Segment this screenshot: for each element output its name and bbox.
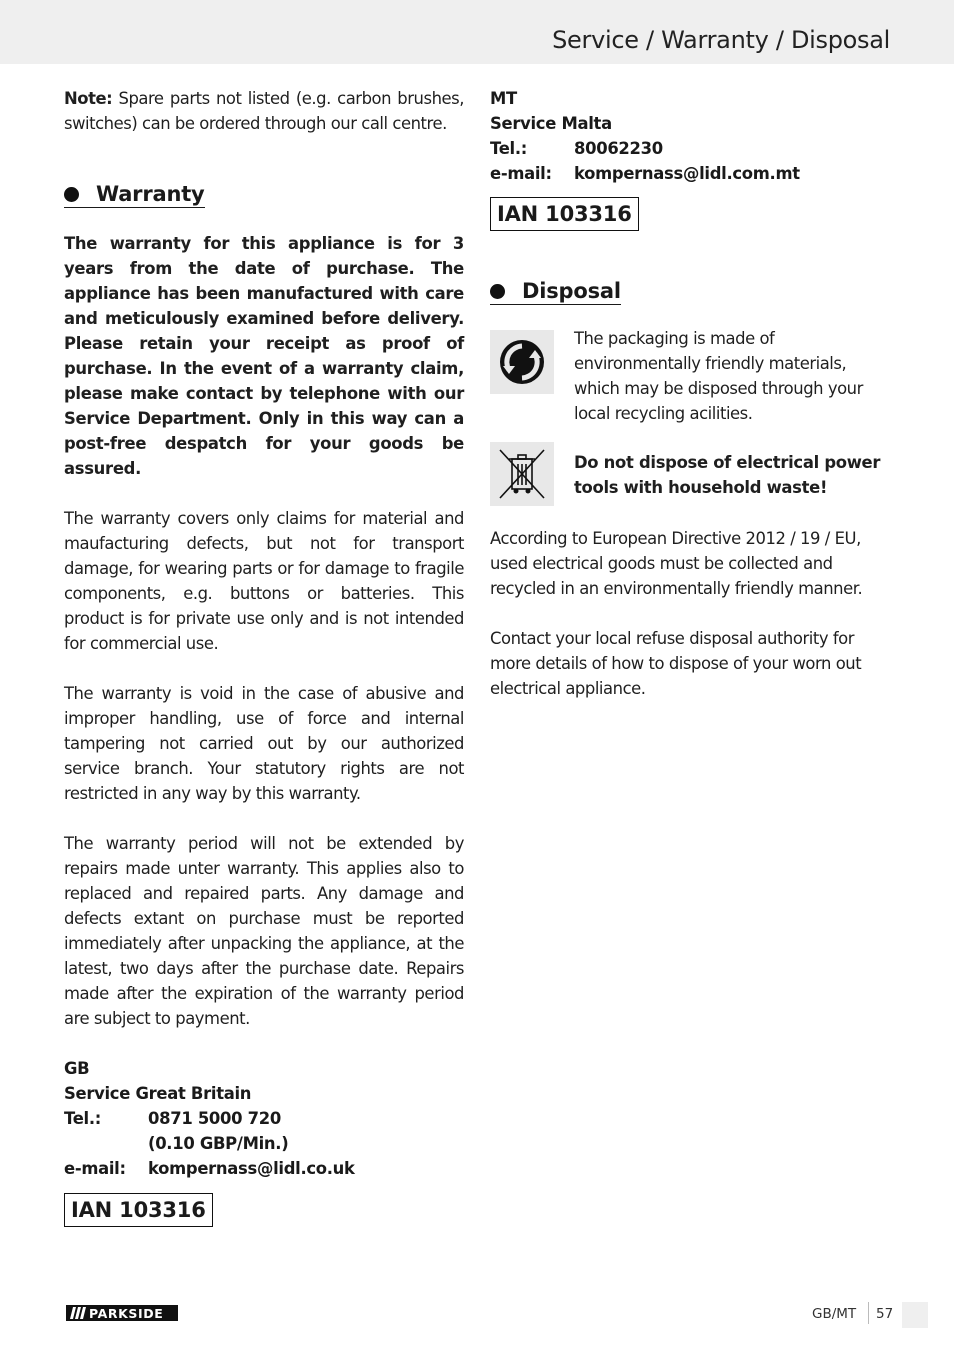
disposal-title: Disposal xyxy=(522,279,621,303)
left-column xyxy=(64,86,464,1227)
page-number: 57 xyxy=(876,1306,894,1322)
mt-email: kompernass@lidl.com.mt xyxy=(574,164,800,183)
contact-gb xyxy=(64,1056,464,1181)
crossed-bin-icon xyxy=(490,442,554,506)
gb-tel-label: Tel.: xyxy=(64,1109,102,1128)
gb-service: Service Great Britain xyxy=(64,1084,252,1103)
bullet-icon xyxy=(490,284,505,299)
mt-email-label: e-mail: xyxy=(490,164,552,183)
note-text: Spare parts not listed (e.g. carbon brushes, switches) can be ordered through our call centre. xyxy=(64,89,464,133)
weee-text: Do not dispose of electrical power tools with household waste! xyxy=(574,453,881,497)
mt-tel: 80062230 xyxy=(574,139,663,158)
warranty-paragraph-3: The warranty period will not be extended by repairs made unter warranty. This applies also to replaced and repaired parts. Any damage and defects extant on purchase must be reported immediately after unpacking the appliance, at the latest, two days after the purchase date. Repairs made after the expiration of the warranty period are subject to payment. xyxy=(64,834,464,1028)
contact-text: Contact your local refuse disposal authority for more details of how to dispose of your worn out electrical appliance. xyxy=(490,629,862,698)
footer-language: GB/MT xyxy=(812,1306,857,1322)
mt-service: Service Malta xyxy=(490,114,612,133)
right-column xyxy=(490,86,892,701)
directive-text: According to European Directive 2012 / 19 / EU, used electrical goods must be collected and recycled in an environmentally friendly manner. xyxy=(490,529,863,598)
packaging-text: The packaging is made of environmentally friendly materials, which may be disposed through your local recycling acilities. xyxy=(574,329,863,423)
mt-country: MT xyxy=(490,89,517,108)
ian-box-right: IAN 103316 xyxy=(490,197,639,231)
gb-email: kompernass@lidl.co.uk xyxy=(148,1159,355,1178)
parkside-logo xyxy=(66,1305,178,1321)
green-dot-recycling-icon xyxy=(490,330,554,394)
note-label: Note: xyxy=(64,89,113,108)
gb-email-label: e-mail: xyxy=(64,1159,126,1178)
ian-box-left: IAN 103316 xyxy=(64,1193,213,1227)
logo-stripes-icon xyxy=(69,1305,87,1321)
packaging-row xyxy=(490,330,892,426)
contact-mt xyxy=(490,86,892,186)
brand-name: PARKSIDE xyxy=(89,1305,164,1321)
gb-tel: 0871 5000 720 xyxy=(148,1109,281,1128)
warranty-paragraph-1: The warranty covers only claims for material and maufacturing defects, but not for transport damage, for wearing parts or for damage to fragile components, e.g. buttons or batteries. This product is for private use only and is not intended for commercial use. xyxy=(64,509,464,653)
disposal-heading xyxy=(490,279,621,305)
warranty-bold-paragraph: The warranty for this appliance is for 3 years from the date of purchase. The appliance has been manufactured with care and meticulously examined before delivery. Please retain your receipt as proof of purchase. In the event of a warranty claim, please make contact by telephone with our Service Department. Only in this way can a post-free despatch for your goods be assured. xyxy=(64,234,464,478)
footer-tab xyxy=(902,1302,928,1328)
gb-country: GB xyxy=(64,1059,90,1078)
bullet-icon xyxy=(64,187,79,202)
note-paragraph xyxy=(64,86,464,136)
gb-rate: (0.10 GBP/Min.) xyxy=(148,1134,289,1153)
footer-divider xyxy=(868,1302,869,1324)
warranty-heading xyxy=(64,182,205,208)
mt-tel-label: Tel.: xyxy=(490,139,528,158)
warranty-paragraph-2: The warranty is void in the case of abusive and improper handling, use of force and internal tampering not carried out by our authorized service branch. Your statutory rights are not restricted in any way by this warranty. xyxy=(64,684,464,803)
warranty-title: Warranty xyxy=(96,182,205,206)
page-title: Service / Warranty / Disposal xyxy=(552,26,890,54)
weee-row xyxy=(490,442,892,506)
